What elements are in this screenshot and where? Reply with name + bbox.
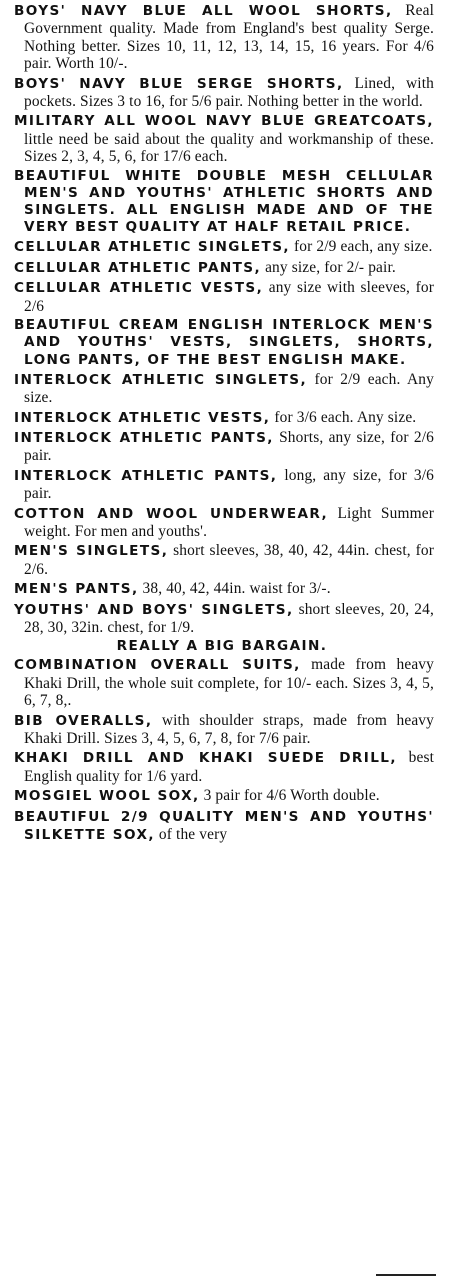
list-item [10,656,434,709]
list-item [10,75,434,111]
item-heading: BEAUTIFUL CREAM ENGLISH INTERLOCK MEN'S AND YOUTHS' VESTS, SINGLETS, SHORTS, LONG PANTS, OF THE BEST ENGLISH MAKE. [14,317,434,368]
item-heading: BEAUTIFUL 2/9 QUALITY MEN'S AND YOUTHS' SILKETTE SOX, [14,808,434,844]
list-item [10,168,434,237]
item-heading: CELLULAR ATHLETIC VESTS, [14,280,264,297]
section-heading: REALLY A BIG BARGAIN. [116,638,328,655]
item-description: little need be said about the quality and workmanship of these. Sizes 2, 3, 4, 5, 6, for 17/6 each. [24,130,434,166]
item-description: best English quality for 1/6 yard. [24,749,435,785]
item-description: long, any size, for 3/6 pair. [24,466,434,503]
item-description: any size with sleeves, for 2/6 [24,279,434,315]
item-description: short sleeves, 38, 40, 42, 44in. chest, for 2/6. [24,542,434,578]
item-description: 38, 40, 42, 44in. waist for 3/-. [138,580,331,598]
item-heading: BOYS' NAVY BLUE ALL WOOL SHORTS, [14,3,393,19]
item-description: Real Government quality. Made from England's best quality Serge. Nothing better. Sizes 10, 11, 12, 13, 14, 15, 16 years. For 4/6 pair. Worth 10/-. [24,2,434,73]
item-description: for 2/9 each, any size. [289,238,433,256]
item-description: Shorts, any size, for 2/6 pair. [24,428,434,465]
list-item [10,279,434,315]
item-description: short sleeves, 20, 24, 28, 30, 32in. chest, for 1/9. [24,600,434,636]
item-description: 3 pair for 4/6 Worth double. [199,787,380,805]
list-item [10,259,434,277]
list-item [10,409,434,427]
list-item [10,2,434,73]
list-item [10,601,434,637]
item-heading: MEN'S PANTS, [14,581,139,598]
list-item [10,238,434,256]
item-description: for 2/9 each. Any size. [24,370,434,407]
item-heading: MILITARY ALL WOOL NAVY BLUE GREATCOATS, [14,113,434,130]
item-heading: YOUTHS' AND BOYS' SINGLETS, [14,601,294,618]
item-heading: INTERLOCK ATHLETIC PANTS, [14,467,278,484]
list-item [10,429,434,465]
list-item [10,712,434,748]
item-heading: INTERLOCK ATHLETIC PANTS, [14,429,274,446]
item-description: made from heavy Khaki Drill, the whole suit complete, for 10/- each. Sizes 3, 4, 5, 6, 7, 8,. [24,656,434,710]
item-heading: COTTON AND WOOL UNDERWEAR, [14,505,329,522]
item-heading: COMBINATION OVERALL SUITS, [14,657,301,674]
item-description: any size, for 2/- pair. [261,258,396,276]
item-heading: MOSGIEL WOOL SOX, [14,788,200,805]
list-item [10,371,434,407]
list-item [10,787,434,805]
list-item [10,317,434,369]
item-heading: INTERLOCK ATHLETIC SINGLETS, [14,371,308,388]
list-item [10,542,434,578]
item-description: of the very [154,826,228,844]
item-description: Lined, with pockets. Sizes 3 to 16, for 5/6 pair. Nothing better in the world. [24,74,434,111]
item-heading: CELLULAR ATHLETIC SINGLETS, [14,239,290,256]
list-item [10,749,434,785]
item-heading: BOYS' NAVY BLUE SERGE SHORTS, [14,75,344,92]
item-heading: BEAUTIFUL WHITE DOUBLE MESH CELLULAR MEN'S AND YOUTHS' ATHLETIC SHORTS AND SINGLETS. ALL ENGLISH MADE AND OF THE VERY BEST QUALITY AT HALF RETAIL PRICE. [14,167,434,236]
item-description: for 3/6 each. Any size. [270,408,417,426]
item-description: Light Summer weight. For men and youths'. [24,504,434,540]
item-heading: INTERLOCK ATHLETIC VESTS, [14,409,271,426]
item-heading: MEN'S SINGLETS, [14,543,169,560]
item-heading: CELLULAR ATHLETIC PANTS, [14,259,262,276]
list-item [10,112,434,165]
list-item [10,505,434,541]
item-description: with shoulder straps, made from heavy Khaki Drill. Sizes 3, 4, 5, 6, 7, 8, for 7/6 pair. [24,711,434,748]
list-item [10,580,434,598]
list-item [10,808,434,845]
list-item [10,467,434,503]
item-heading: BIB OVERALLS, [14,712,153,729]
item-heading: KHAKI DRILL AND KHAKI SUEDE DRILL, [14,750,397,767]
